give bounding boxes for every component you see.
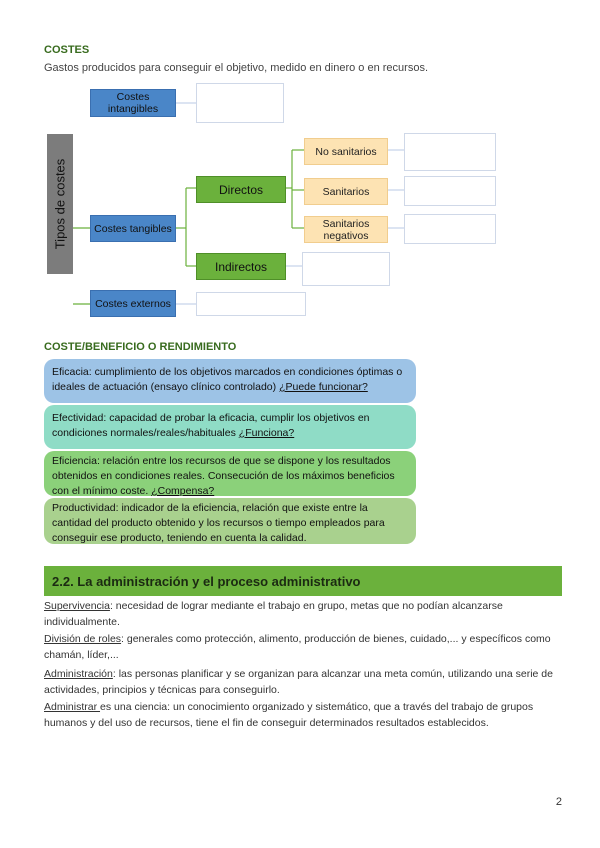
sanitarios-note [404,176,496,206]
administrar-text: es una ciencia: un conocimiento organizado y sistemático, que a través del trabajo de grupos humanos y del uso de recursos, tiene el fin de conseguir determinados resultados establecidos. [44,701,534,729]
eficiencia-question: ¿Compensa? [151,485,215,497]
indirectos-box: Indirectos [196,253,286,280]
administrar-term: Administrar [44,701,101,713]
efectividad-term: Efectividad [52,412,104,424]
paragraph-division-roles [44,631,564,663]
no-sanitarios-box: No sanitarios [304,138,388,165]
eficacia-question: ¿Puede funcionar? [279,381,368,393]
costes-title: COSTES [44,44,90,56]
eficacia-text: : cumplimiento de los objetivos marcados en condiciones óptimas o ideales de actuación (ensayo clínico controlado) [52,366,403,393]
paragraph-administrar [44,699,564,731]
eficacia-panel [44,359,416,403]
eficiencia-text: : relación entre los recursos de que se dispone y los resultados obtenidos en condiciones reales. Consecución de los máximos beneficios con el mínimo coste. [52,455,395,497]
costes-tangibles-box: Costes tangibles [90,215,176,242]
sanitarios-negativos-box: Sanitarios negativos [304,216,388,243]
administracion-text: : las personas planificar y se organizan para alcanzar una meta común, utilizando una serie de actividades, principios y técnicas para conseguirlo. [44,668,553,696]
paragraph-supervivencia [44,598,564,630]
productividad-text: : indicador de la eficiencia, relación que existe entre la cantidad del producto obtenido y los recursos o tiempo empleados para conseguir ese producto, teniendo en cuenta la calidad. [52,502,385,544]
administracion-term: Administración [44,668,113,680]
intangibles-note [196,83,284,123]
directos-box: Directos [196,176,286,203]
efectividad-panel [44,405,416,449]
division-roles-term: División de roles [44,633,122,645]
externos-note [196,292,306,316]
efectividad-text: : capacidad de probar la eficacia, cumplir los objetivos en condiciones normales/reales/habituales [52,412,370,439]
tipos-de-costes-label: Tipos de costes [47,134,73,274]
page-number: 2 [555,796,562,808]
costes-intangibles-box: Costes intangibles [90,89,176,117]
productividad-panel [44,498,416,544]
efectividad-question: ¿Funciona? [238,427,295,439]
costes-subtitle: Gastos producidos para conseguir el objetivo, medido en dinero o en recursos. [44,62,429,74]
productividad-term: Productividad [52,502,116,514]
rendimiento-title: COSTE/BENEFICIO O RENDIMIENTO [44,341,237,353]
sanitarios-negativos-note [404,214,496,244]
supervivencia-text: : necesidad de lograr mediante el trabajo en grupo, metas que no podían alcanzarse individualmente. [44,600,503,628]
eficiencia-term: Eficiencia [52,455,97,467]
eficiencia-panel [44,451,416,496]
costes-externos-box: Costes externos [90,290,176,317]
section-title: 2.2. La administración y el proceso administrativo [44,566,562,596]
paragraph-administracion [44,666,564,698]
supervivencia-term: Supervivencia [44,600,110,612]
indirectos-note [302,252,390,286]
eficacia-term: Eficacia [52,366,89,378]
diagram-connectors [0,0,600,340]
sanitarios-box: Sanitarios [304,178,388,205]
division-roles-text: : generales como protección, alimento, producción de bienes, cuidado,... y específicos como chamán, líder,... [44,633,551,661]
no-sanitarios-note [404,133,496,171]
